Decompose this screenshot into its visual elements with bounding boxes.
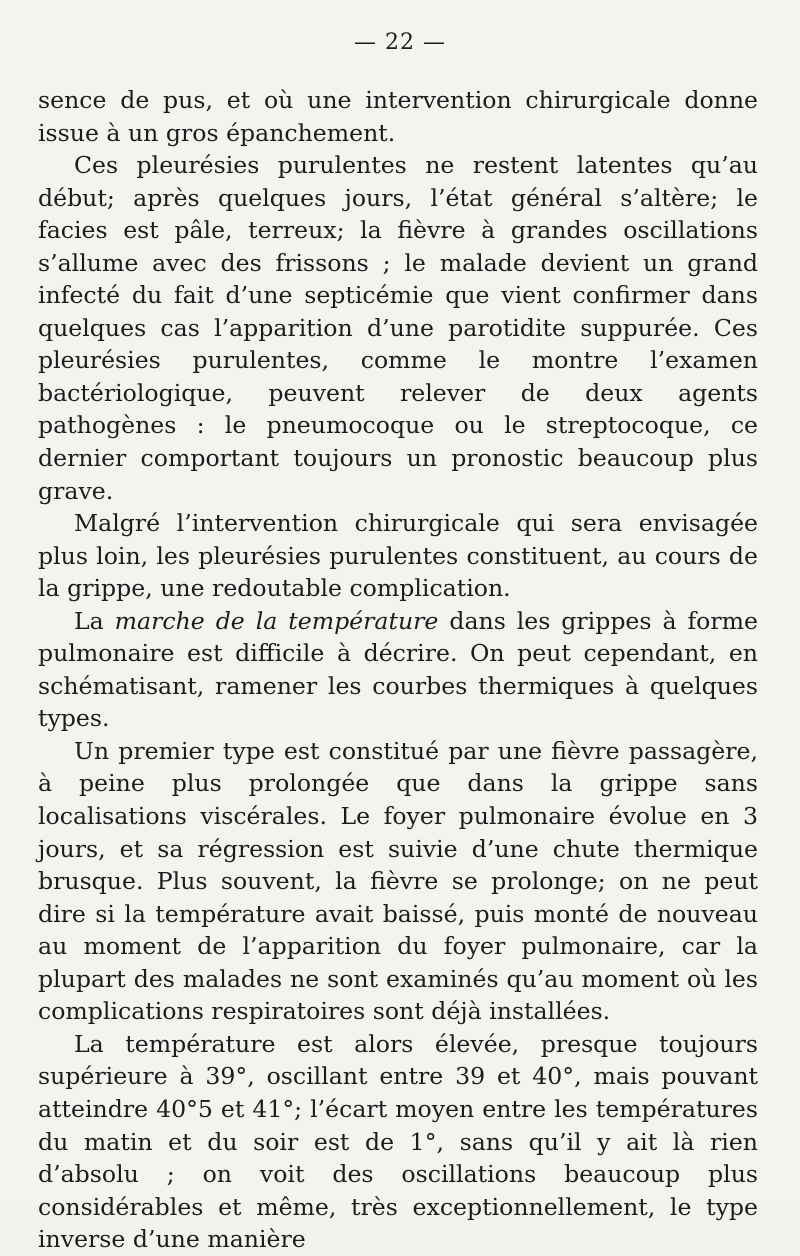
paragraph-surgical-intervention: Malgré l’intervention chirurgicale qui sera envisagée plus loin, les pleurésies purulentes constituent, au cours de la grippe, une redoutable complication. — [38, 509, 758, 603]
italic-phrase: marche de la température — [114, 606, 439, 635]
paragraph-continuation: sence de pus, et où une intervention chirurgicale donne issue à un gros épanchement. — [38, 86, 758, 147]
paragraph-rest: dans les grippes à forme pulmonaire est difficile à décrire. On peut cependant, en schématisant, ramener les courbes thermiques à quelques types. — [38, 606, 758, 733]
paragraph-temperature-levels: La température est alors élevée, presque toujours supérieure à 39°, oscillant entre 39 et 40°, mais pouvant atteindre 40°5 et 41°; l’écart moyen entre les températures du matin et du soir est de 1°, sans qu’il y ait là rien d’absolu ; on voit des oscillations beaucoup plus considérables et même, très exceptionnellement, le type inverse d’une manière — [38, 1029, 758, 1254]
paragraph-first-type: Un premier type est constitué par une fièvre passagère, à peine plus prolongée que dans la grippe sans localisations viscérales. Le foyer pulmonaire évolue en 3 jours, et sa régression est suivie d’une chute thermique brusque. Plus souvent, la fièvre se prolonge; on ne peut dire si la température avait baissé, puis monté de nouveau au moment de l’apparition du foyer pulmonaire, car la plupart des malades ne sont examinés qu’au moment où les complications respiratoires sont déjà installées. — [38, 736, 758, 1026]
paragraph-temperature-course — [38, 605, 758, 735]
paragraph-lead: La — [74, 606, 115, 635]
page-number: — 22 — — [354, 30, 446, 55]
body-text — [38, 84, 758, 1256]
paragraph-purulent-pleurisy: Ces pleurésies purulentes ne restent latentes qu’au début; après quelques jours, l’état général s’altère; le facies est pâle, terreux; la fièvre à grandes oscillations s’allume avec des frissons ; le malade devient un grand infecté du fait d’une septicémie que vient confirmer dans quelques cas l’apparition d’une parotidite suppurée. Ces pleurésies purulentes, comme le montre l’examen bactériologique, peuvent relever de deux agents pathogènes : le pneumocoque ou le streptocoque, ce dernier comportant toujours un pronostic beaucoup plus grave. — [38, 151, 758, 505]
